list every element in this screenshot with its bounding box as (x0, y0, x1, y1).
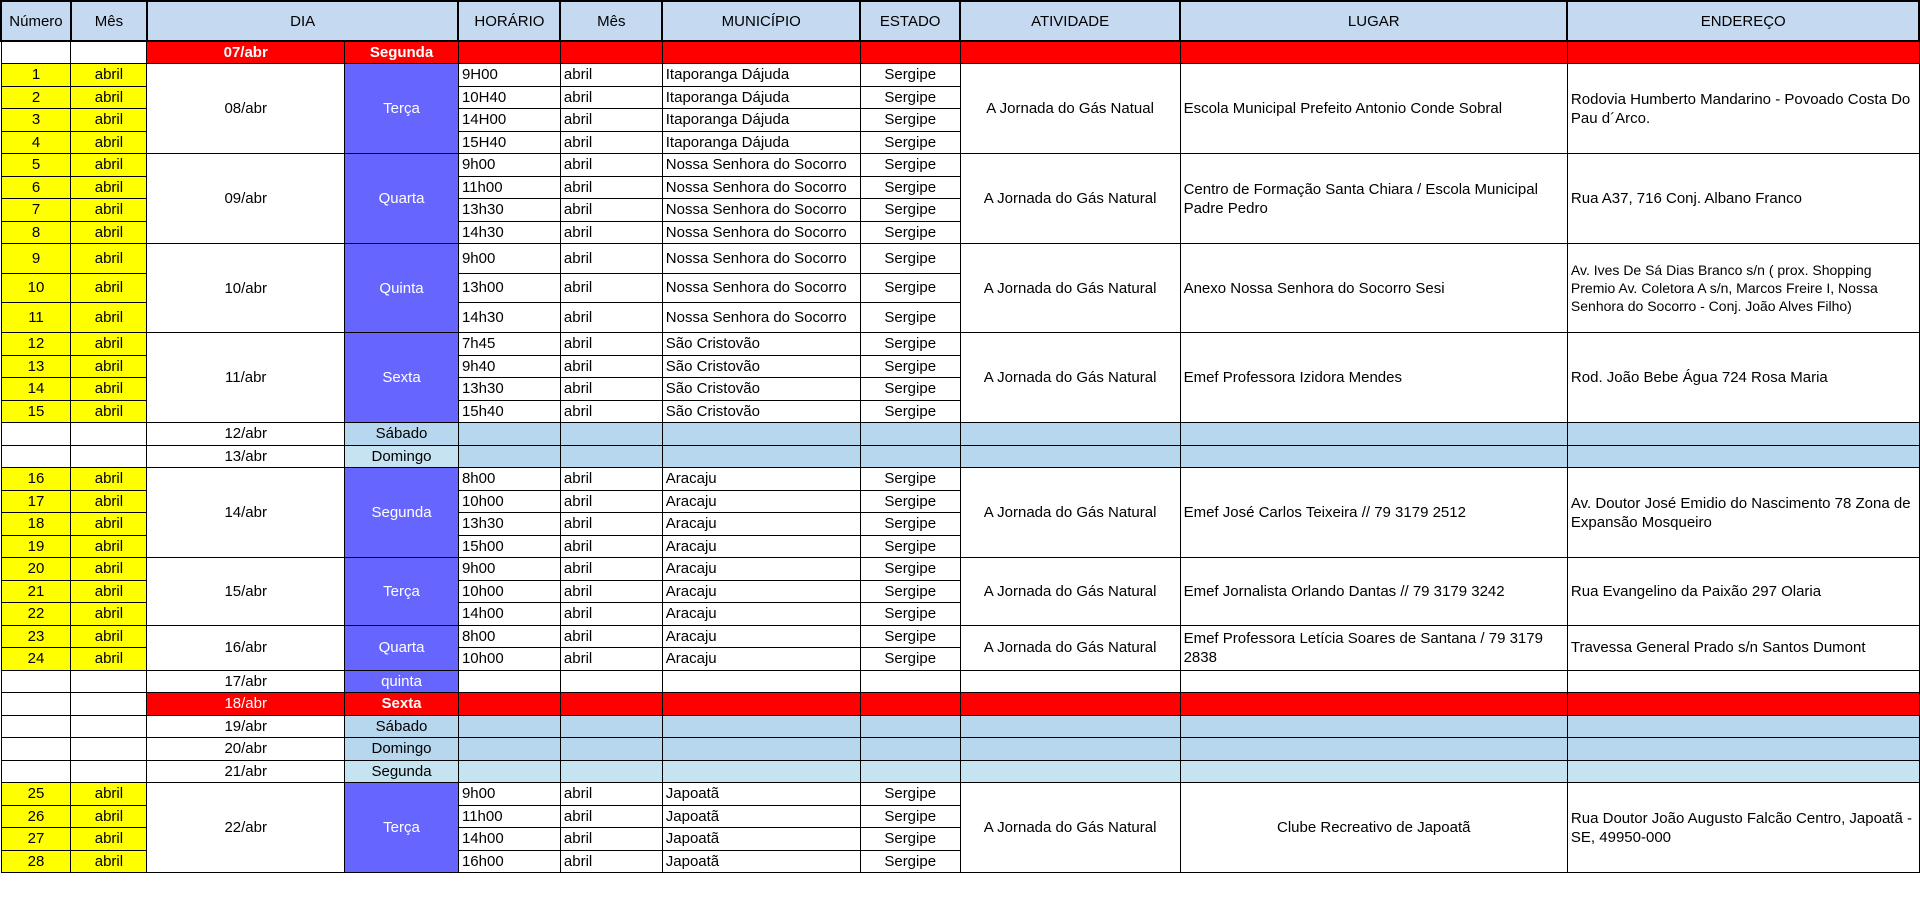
municipio-cell[interactable]: Nossa Senhora do Socorro (662, 176, 860, 199)
date-cell[interactable]: 21/abr (147, 760, 345, 783)
mes-cell[interactable]: abril (71, 199, 147, 222)
mes2-cell[interactable]: abril (560, 199, 662, 222)
weekday-cell[interactable]: Segunda (345, 760, 459, 783)
horario-cell[interactable]: 9h40 (458, 355, 560, 378)
municipio-cell[interactable]: Japoatã (662, 850, 860, 873)
municipio-cell[interactable]: São Cristovão (662, 355, 860, 378)
estado-cell[interactable]: Sergipe (860, 783, 960, 806)
estado-cell[interactable]: Sergipe (860, 221, 960, 244)
municipio-cell[interactable]: Itaporanga Dájuda (662, 131, 860, 154)
estado-cell[interactable]: Sergipe (860, 199, 960, 222)
numero-cell[interactable]: 27 (1, 828, 71, 851)
horario-cell[interactable]: 10h00 (458, 490, 560, 513)
horario-cell[interactable]: 11h00 (458, 176, 560, 199)
lugar-cell[interactable]: Clube Recreativo de Japoatã (1180, 783, 1567, 873)
date-cell[interactable]: 09/abr (147, 154, 345, 244)
lugar-cell[interactable]: Anexo Nossa Senhora do Socorro Sesi (1180, 244, 1567, 333)
estado-cell[interactable]: Sergipe (860, 86, 960, 109)
endereco-cell[interactable]: Rua A37, 716 Conj. Albano Franco (1567, 154, 1919, 244)
table-row (1, 244, 1919, 274)
table-row (1, 558, 1919, 581)
mes2-cell[interactable]: abril (560, 221, 662, 244)
numero-cell[interactable]: 28 (1, 850, 71, 873)
estado-cell[interactable]: Sergipe (860, 558, 960, 581)
municipio-cell[interactable]: Itaporanga Dájuda (662, 64, 860, 87)
table-row (1, 468, 1919, 491)
horario-cell[interactable]: 15H40 (458, 131, 560, 154)
mes-cell[interactable]: abril (71, 244, 147, 274)
mes-cell[interactable]: abril (71, 400, 147, 423)
endereco-cell[interactable]: Av. Ives De Sá Dias Branco s/n ( prox. Shopping Premio Av. Coletora A s/n, Marcos Freire I, Nossa Senhora do Socorro - Conj. João Alves Filho) (1567, 244, 1919, 333)
municipio-cell[interactable]: Aracaju (662, 468, 860, 491)
numero-cell[interactable]: 19 (1, 535, 71, 558)
header-atividade[interactable]: ATIVIDADE (960, 1, 1180, 41)
estado-cell[interactable]: Sergipe (860, 513, 960, 536)
mes-cell[interactable]: abril (71, 558, 147, 581)
header-horario[interactable]: HORÁRIO (458, 1, 560, 41)
header-endereco[interactable]: ENDEREÇO (1567, 1, 1919, 41)
horario-cell[interactable]: 8h00 (458, 625, 560, 648)
horario-cell[interactable]: 9h00 (458, 154, 560, 177)
mes-cell[interactable]: abril (71, 828, 147, 851)
estado-cell[interactable]: Sergipe (860, 176, 960, 199)
estado-cell[interactable]: Sergipe (860, 64, 960, 87)
mes2-cell[interactable]: abril (560, 378, 662, 401)
endereco-cell[interactable]: Rod. João Bebe Água 724 Rosa Maria (1567, 333, 1919, 423)
numero-cell[interactable]: 22 (1, 603, 71, 626)
mes2-cell[interactable]: abril (560, 176, 662, 199)
endereco-cell[interactable]: Rodovia Humberto Mandarino - Povoado Costa Do Pau d´Arco. (1567, 64, 1919, 154)
date-cell[interactable]: 07/abr (147, 41, 345, 64)
mes2-cell[interactable]: abril (560, 558, 662, 581)
special-row-18 (1, 693, 1919, 716)
mes-cell[interactable]: abril (71, 221, 147, 244)
numero-cell[interactable]: 10 (1, 273, 71, 303)
mes2-cell[interactable]: abril (560, 535, 662, 558)
numero-cell[interactable]: 26 (1, 805, 71, 828)
municipio-cell[interactable]: Aracaju (662, 490, 860, 513)
estado-cell[interactable]: Sergipe (860, 490, 960, 513)
weekday-cell[interactable]: Terça (345, 64, 459, 154)
mes-cell[interactable]: abril (71, 468, 147, 491)
mes2-cell[interactable]: abril (560, 303, 662, 333)
horario-cell[interactable]: 14h30 (458, 221, 560, 244)
atividade-cell[interactable]: A Jornada do Gás Natural (960, 333, 1180, 423)
mes-cell[interactable]: abril (71, 603, 147, 626)
weekday-cell[interactable]: Quinta (345, 244, 459, 333)
mes-cell[interactable]: abril (71, 131, 147, 154)
estado-cell[interactable]: Sergipe (860, 400, 960, 423)
estado-cell[interactable]: Sergipe (860, 355, 960, 378)
mes2-cell[interactable]: abril (560, 109, 662, 132)
numero-cell[interactable]: 6 (1, 176, 71, 199)
numero-cell[interactable]: 21 (1, 580, 71, 603)
municipio-cell[interactable]: Japoatã (662, 783, 860, 806)
mes-cell[interactable]: abril (71, 64, 147, 87)
municipio-cell[interactable]: Aracaju (662, 603, 860, 626)
horario-cell[interactable]: 7h45 (458, 333, 560, 356)
lugar-cell[interactable]: Emef Professora Izidora Mendes (1180, 333, 1567, 423)
municipio-cell[interactable]: Nossa Senhora do Socorro (662, 154, 860, 177)
mes-cell[interactable]: abril (71, 580, 147, 603)
date-cell[interactable]: 18/abr (147, 693, 345, 716)
estado-cell[interactable]: Sergipe (860, 378, 960, 401)
numero-cell[interactable]: 9 (1, 244, 71, 274)
endereco-cell[interactable]: Av. Doutor José Emidio do Nascimento 78 Zona de Expansão Mosqueiro (1567, 468, 1919, 558)
atividade-cell[interactable]: A Jornada do Gás Natural (960, 783, 1180, 873)
horario-cell[interactable]: 14h00 (458, 603, 560, 626)
atividade-cell[interactable]: A Jornada do Gás Natural (960, 558, 1180, 626)
mes-cell[interactable]: abril (71, 109, 147, 132)
date-cell[interactable]: 22/abr (147, 783, 345, 873)
weekday-cell[interactable]: Segunda (345, 468, 459, 558)
mes-cell[interactable]: abril (71, 154, 147, 177)
municipio-cell[interactable]: Aracaju (662, 535, 860, 558)
weekday-cell[interactable]: Quarta (345, 154, 459, 244)
numero-cell[interactable]: 24 (1, 648, 71, 671)
numero-cell[interactable]: 18 (1, 513, 71, 536)
atividade-cell[interactable]: A Jornada do Gás Natural (960, 625, 1180, 670)
mes-cell[interactable]: abril (71, 333, 147, 356)
mes-cell[interactable]: abril (71, 303, 147, 333)
mes-cell[interactable]: abril (71, 625, 147, 648)
atividade-cell[interactable]: A Jornada do Gás Natural (960, 468, 1180, 558)
horario-cell[interactable]: 13h00 (458, 273, 560, 303)
mes-cell[interactable]: abril (71, 850, 147, 873)
date-cell[interactable]: 08/abr (147, 64, 345, 154)
mes-cell[interactable]: abril (71, 783, 147, 806)
estado-cell[interactable]: Sergipe (860, 131, 960, 154)
mes2-cell[interactable]: abril (560, 603, 662, 626)
weekday-cell[interactable]: Sábado (345, 715, 459, 738)
estado-cell[interactable]: Sergipe (860, 468, 960, 491)
weekday-cell[interactable]: Domingo (345, 445, 459, 468)
mes2-cell[interactable]: abril (560, 131, 662, 154)
estado-cell[interactable]: Sergipe (860, 244, 960, 274)
table-row (1, 333, 1919, 356)
horario-cell[interactable]: 13h30 (458, 378, 560, 401)
special-row-07 (1, 41, 1919, 64)
numero-cell[interactable]: 17 (1, 490, 71, 513)
header-municipio[interactable]: MUNICÍPIO (662, 1, 860, 41)
estado-cell[interactable]: Sergipe (860, 535, 960, 558)
horario-cell[interactable]: 16h00 (458, 850, 560, 873)
municipio-cell[interactable]: Japoatã (662, 828, 860, 851)
mes-cell[interactable]: abril (71, 513, 147, 536)
numero-cell[interactable]: 25 (1, 783, 71, 806)
table-row (1, 625, 1919, 648)
estado-cell[interactable]: Sergipe (860, 333, 960, 356)
numero-cell[interactable]: 2 (1, 86, 71, 109)
estado-cell[interactable]: Sergipe (860, 303, 960, 333)
municipio-cell[interactable]: Itaporanga Dájuda (662, 86, 860, 109)
lugar-cell[interactable]: Emef Professora Letícia Soares de Santana / 79 3179 2838 (1180, 625, 1567, 670)
weekday-cell[interactable]: Terça (345, 558, 459, 626)
estado-cell[interactable]: Sergipe (860, 648, 960, 671)
date-cell[interactable]: 16/abr (147, 625, 345, 670)
horario-cell[interactable]: 15h40 (458, 400, 560, 423)
numero-cell[interactable]: 15 (1, 400, 71, 423)
municipio-cell[interactable]: Aracaju (662, 513, 860, 536)
weekday-cell[interactable]: Domingo (345, 738, 459, 761)
mes2-cell[interactable]: abril (560, 625, 662, 648)
numero-cell[interactable]: 4 (1, 131, 71, 154)
numero-cell[interactable]: 1 (1, 64, 71, 87)
estado-cell[interactable]: Sergipe (860, 603, 960, 626)
municipio-cell[interactable]: Nossa Senhora do Socorro (662, 303, 860, 333)
municipio-cell[interactable]: São Cristovão (662, 400, 860, 423)
municipio-cell[interactable]: Aracaju (662, 580, 860, 603)
estado-cell[interactable]: Sergipe (860, 805, 960, 828)
weekday-cell[interactable]: Segunda (345, 41, 459, 64)
date-cell[interactable]: 13/abr (147, 445, 345, 468)
mes2-cell[interactable]: abril (560, 355, 662, 378)
mes2-cell[interactable]: abril (560, 490, 662, 513)
date-cell[interactable]: 15/abr (147, 558, 345, 626)
header-numero[interactable]: Número (1, 1, 71, 41)
lugar-cell[interactable]: Escola Municipal Prefeito Antonio Conde Sobral (1180, 64, 1567, 154)
horario-cell[interactable]: 14h30 (458, 303, 560, 333)
horario-cell[interactable]: 13h30 (458, 199, 560, 222)
special-row-17 (1, 670, 1919, 693)
mes2-cell[interactable]: abril (560, 154, 662, 177)
header-row (1, 1, 1919, 41)
atividade-cell[interactable]: A Jornada do Gás Natural (960, 154, 1180, 244)
special-row-21 (1, 760, 1919, 783)
mes2-cell[interactable]: abril (560, 783, 662, 806)
horario-cell[interactable]: 10h00 (458, 580, 560, 603)
horario-cell[interactable]: 9h00 (458, 244, 560, 274)
mes2-cell[interactable]: abril (560, 805, 662, 828)
municipio-cell[interactable]: Nossa Senhora do Socorro (662, 221, 860, 244)
municipio-cell[interactable]: Japoatã (662, 805, 860, 828)
date-cell[interactable]: 10/abr (147, 244, 345, 333)
municipio-cell[interactable]: São Cristovão (662, 378, 860, 401)
header-mes[interactable]: Mês (71, 1, 147, 41)
special-row-19 (1, 715, 1919, 738)
mes2-cell[interactable]: abril (560, 244, 662, 274)
mes2-cell[interactable]: abril (560, 850, 662, 873)
atividade-cell[interactable]: A Jornada do Gás Natual (960, 64, 1180, 154)
mes2-cell[interactable]: abril (560, 513, 662, 536)
estado-cell[interactable]: Sergipe (860, 850, 960, 873)
mes2-cell[interactable]: abril (560, 273, 662, 303)
date-cell[interactable]: 14/abr (147, 468, 345, 558)
special-row-13 (1, 445, 1919, 468)
horario-cell[interactable]: 15h00 (458, 535, 560, 558)
municipio-cell[interactable]: Itaporanga Dájuda (662, 109, 860, 132)
mes-cell[interactable]: abril (71, 490, 147, 513)
horario-cell[interactable]: 8h00 (458, 468, 560, 491)
weekday-cell[interactable]: Sexta (345, 333, 459, 423)
mes2-cell[interactable]: abril (560, 648, 662, 671)
municipio-cell[interactable]: Nossa Senhora do Socorro (662, 199, 860, 222)
table-row (1, 64, 1919, 87)
date-cell[interactable]: 20/abr (147, 738, 345, 761)
municipio-cell[interactable]: São Cristovão (662, 333, 860, 356)
special-row-12 (1, 423, 1919, 446)
weekday-cell[interactable]: Terça (345, 783, 459, 873)
table-row (1, 783, 1919, 806)
estado-cell[interactable]: Sergipe (860, 625, 960, 648)
municipio-cell[interactable]: Nossa Senhora do Socorro (662, 273, 860, 303)
date-cell[interactable]: 12/abr (147, 423, 345, 446)
municipio-cell[interactable]: Aracaju (662, 625, 860, 648)
estado-cell[interactable]: Sergipe (860, 580, 960, 603)
header-mes-2[interactable]: Mês (560, 1, 662, 41)
endereco-cell[interactable]: Rua Doutor João Augusto Falcão Centro, Japoatã - SE, 49950-000 (1567, 783, 1919, 873)
municipio-cell[interactable]: Nossa Senhora do Socorro (662, 244, 860, 274)
lugar-cell[interactable]: Emef Jornalista Orlando Dantas // 79 3179 3242 (1180, 558, 1567, 626)
numero-cell[interactable]: 5 (1, 154, 71, 177)
mes-cell[interactable]: abril (71, 535, 147, 558)
mes-cell[interactable]: abril (71, 273, 147, 303)
weekday-cell[interactable]: Quarta (345, 625, 459, 670)
table-row (1, 154, 1919, 177)
mes2-cell[interactable]: abril (560, 64, 662, 87)
horario-cell[interactable]: 10h00 (458, 648, 560, 671)
date-cell[interactable]: 11/abr (147, 333, 345, 423)
horario-cell[interactable]: 9h00 (458, 783, 560, 806)
date-cell[interactable]: 17/abr (147, 670, 345, 693)
numero-cell[interactable]: 11 (1, 303, 71, 333)
estado-cell[interactable]: Sergipe (860, 109, 960, 132)
numero-cell[interactable]: 12 (1, 333, 71, 356)
mes-cell[interactable]: abril (71, 355, 147, 378)
date-cell[interactable]: 19/abr (147, 715, 345, 738)
numero-cell[interactable]: 3 (1, 109, 71, 132)
mes2-cell[interactable]: abril (560, 86, 662, 109)
header-lugar[interactable]: LUGAR (1180, 1, 1567, 41)
endereco-cell[interactable]: Travessa General Prado s/n Santos Dumont (1567, 625, 1919, 670)
estado-cell[interactable]: Sergipe (860, 828, 960, 851)
numero-cell[interactable]: 7 (1, 199, 71, 222)
mes2-cell[interactable]: abril (560, 400, 662, 423)
estado-cell[interactable]: Sergipe (860, 273, 960, 303)
lugar-cell[interactable]: Emef José Carlos Teixeira // 79 3179 2512 (1180, 468, 1567, 558)
horario-cell[interactable]: 9H00 (458, 64, 560, 87)
mes2-cell[interactable]: abril (560, 333, 662, 356)
numero-cell[interactable]: 20 (1, 558, 71, 581)
mes2-cell[interactable]: abril (560, 828, 662, 851)
horario-cell[interactable]: 9h00 (458, 558, 560, 581)
atividade-cell[interactable]: A Jornada do Gás Natural (960, 244, 1180, 333)
municipio-cell[interactable]: Aracaju (662, 648, 860, 671)
mes-cell[interactable]: abril (71, 378, 147, 401)
header-estado[interactable]: ESTADO (860, 1, 960, 41)
estado-cell[interactable]: Sergipe (860, 154, 960, 177)
weekday-cell[interactable]: Sexta (345, 693, 459, 716)
municipio-cell[interactable]: Aracaju (662, 558, 860, 581)
horario-cell[interactable]: 10H40 (458, 86, 560, 109)
mes-cell[interactable]: abril (71, 176, 147, 199)
weekday-cell[interactable]: Sábado (345, 423, 459, 446)
numero-cell[interactable]: 14 (1, 378, 71, 401)
mes2-cell[interactable]: abril (560, 580, 662, 603)
lugar-cell[interactable]: Centro de Formação Santa Chiara / Escola Municipal Padre Pedro (1180, 154, 1567, 244)
endereco-cell[interactable]: Rua Evangelino da Paixão 297 Olaria (1567, 558, 1919, 626)
horario-cell[interactable]: 13h30 (458, 513, 560, 536)
special-row-20 (1, 738, 1919, 761)
mes-cell[interactable]: abril (71, 648, 147, 671)
mes-cell[interactable]: abril (71, 86, 147, 109)
header-dia[interactable]: DIA (147, 1, 459, 41)
numero-cell[interactable]: 16 (1, 468, 71, 491)
mes-cell[interactable]: abril (71, 805, 147, 828)
mes2-cell[interactable]: abril (560, 468, 662, 491)
horario-cell[interactable]: 11h00 (458, 805, 560, 828)
horario-cell[interactable]: 14H00 (458, 109, 560, 132)
horario-cell[interactable]: 14h00 (458, 828, 560, 851)
weekday-cell[interactable]: quinta (345, 670, 459, 693)
numero-cell[interactable]: 23 (1, 625, 71, 648)
numero-cell[interactable]: 8 (1, 221, 71, 244)
numero-cell[interactable]: 13 (1, 355, 71, 378)
